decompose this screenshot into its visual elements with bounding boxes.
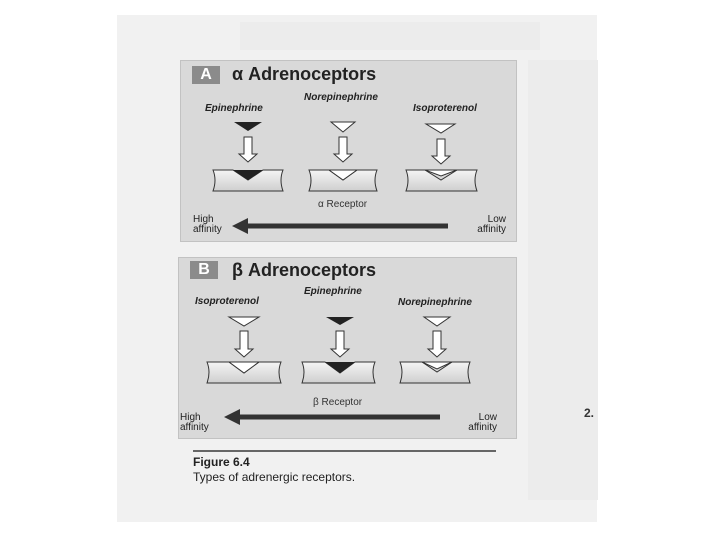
- caption-rule: [193, 450, 496, 452]
- drug-label: Norepinephrine: [304, 92, 378, 103]
- hollow-down-arrow: [432, 139, 450, 164]
- affinity-arrow: [224, 409, 440, 425]
- isoproterenol-ligand: [426, 124, 455, 133]
- epinephrine-ligand: [234, 122, 262, 131]
- drug-label: Epinephrine: [205, 103, 263, 114]
- norepinephrine-ligand: [331, 122, 355, 132]
- hollow-down-arrow: [239, 137, 257, 162]
- panel-letter-a: A: [192, 66, 220, 84]
- high-affinity-label: High affinity: [193, 214, 222, 235]
- hollow-down-arrow: [334, 137, 352, 162]
- drug-label: Norepinephrine: [398, 297, 472, 308]
- isoproterenol-ligand: [229, 317, 259, 326]
- figure-caption: Types of adrenergic receptors.: [193, 470, 356, 484]
- high-affinity-label: High affinity: [180, 412, 209, 433]
- receptor-label: β Receptor: [313, 397, 363, 408]
- epinephrine-ligand: [326, 317, 354, 325]
- affinity-arrow: [232, 218, 448, 234]
- figure-number: Figure 6.4: [193, 455, 250, 469]
- margin-number: 2.: [584, 406, 595, 420]
- low-affinity-label: Low affinity: [468, 412, 497, 433]
- beta-panel-title: β Adrenoceptors: [232, 260, 377, 280]
- drug-label: Epinephrine: [304, 286, 362, 297]
- receptor-label: α Receptor: [318, 199, 368, 210]
- hollow-down-arrow: [235, 331, 253, 357]
- norepinephrine-ligand: [424, 317, 450, 326]
- low-affinity-label: Low affinity: [477, 214, 506, 235]
- drug-label: Isoproterenol: [195, 296, 259, 307]
- alpha-receptor-isoproterenol-bound: [406, 170, 477, 191]
- beta-receptor-isoproterenol-bound: [207, 362, 281, 383]
- drug-label: Isoproterenol: [413, 103, 477, 114]
- beta-receptor-epinephrine-bound: [302, 362, 375, 383]
- alpha-receptor-norepinephrine-bound: [309, 170, 377, 191]
- hollow-down-arrow: [331, 331, 349, 357]
- panel-letter-b: B: [190, 261, 218, 279]
- alpha-receptor-epinephrine-bound: [213, 170, 283, 191]
- hollow-down-arrow: [428, 331, 446, 357]
- alpha-panel-title: α Adrenoceptors: [232, 64, 377, 84]
- beta-receptor-norepinephrine-bound: [400, 362, 470, 383]
